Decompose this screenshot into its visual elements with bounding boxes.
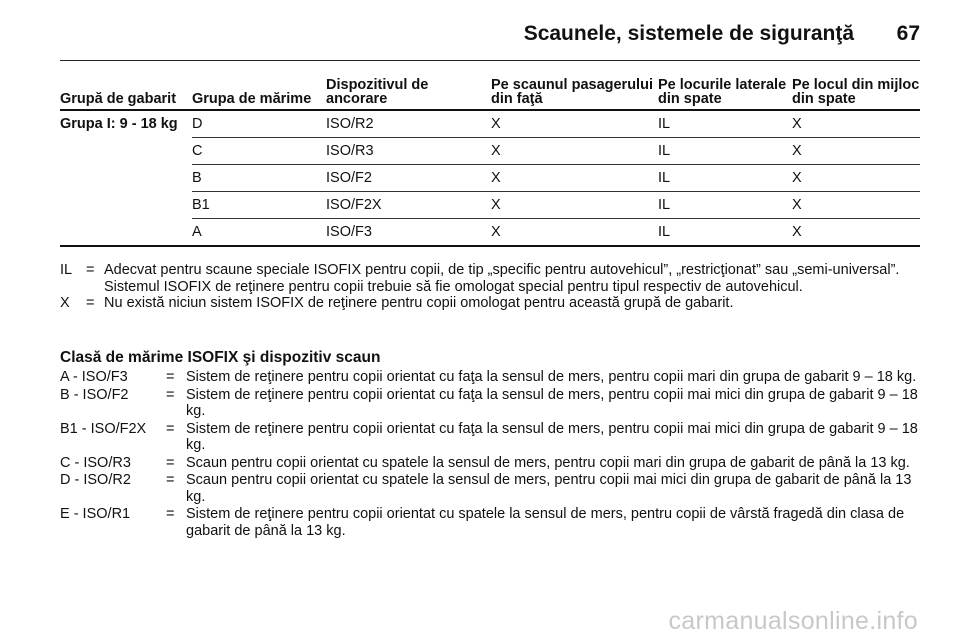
definition-item bbox=[60, 455, 922, 472]
definition-equals: = bbox=[166, 454, 175, 471]
legend-text: Nu există niciun sistem ISOFIX de reţinere pentru copii omologat pentru această grupă de gabarit. bbox=[104, 295, 734, 311]
column-header: Pe locul din mijloc din spate bbox=[792, 78, 920, 110]
definition-text: Sistem de reţinere pentru copii orientat cu faţa la sensul de mers, pentru copii mai mici din grupa de gabarit 9 – 18 kg. bbox=[186, 420, 918, 453]
front-seat-cell: X bbox=[491, 138, 658, 165]
front-seat-cell: X bbox=[491, 110, 658, 138]
rear-side-cell: IL bbox=[658, 165, 792, 192]
rear-middle-cell: X bbox=[792, 192, 920, 219]
device-cell: ISO/F3 bbox=[326, 219, 491, 247]
definition-item bbox=[60, 421, 922, 454]
size-class-definitions bbox=[60, 369, 922, 540]
definition-text: Sistem de reţinere pentru copii orientat cu faţa la sensul de mers, pentru copii mai mici din grupa de gabarit 9 – 18 kg. bbox=[186, 386, 918, 419]
table-legend bbox=[60, 262, 920, 312]
definition-text: Scaun pentru copii orientat cu spatele la sensul de mers, pentru copii mari din grupa de gabarit de până la 13 kg. bbox=[186, 454, 910, 471]
definition-key: B1 - ISO/F2X bbox=[60, 420, 147, 437]
column-header: Pe scaunul pasagerului din faţă bbox=[491, 78, 658, 110]
size-cell: B bbox=[192, 165, 326, 192]
isofix-compatibility-table bbox=[60, 78, 920, 247]
definition-key: A - ISO/F3 bbox=[60, 369, 128, 385]
table-row bbox=[60, 110, 920, 138]
definition-item bbox=[60, 472, 922, 505]
front-seat-cell: X bbox=[491, 165, 658, 192]
page-number: 67 bbox=[896, 22, 920, 45]
definition-key: E - ISO/R1 bbox=[60, 506, 131, 522]
device-cell: ISO/F2 bbox=[326, 165, 491, 192]
table-header-row bbox=[60, 78, 920, 110]
column-header: Grupa de mărime bbox=[192, 78, 326, 110]
page-title: Scaunele, sistemele de siguranţă bbox=[523, 22, 854, 45]
definition-item bbox=[60, 369, 922, 386]
rear-middle-cell: X bbox=[792, 138, 920, 165]
column-header: Grupă de gabarit bbox=[60, 78, 192, 110]
column-header: Pe locurile laterale din spate bbox=[658, 78, 792, 110]
legend-key: IL bbox=[60, 262, 73, 278]
definition-equals: = bbox=[166, 420, 175, 437]
device-cell: ISO/R2 bbox=[326, 110, 491, 138]
legend-equals: = bbox=[86, 262, 95, 278]
front-seat-cell: X bbox=[491, 219, 658, 247]
definition-key: D - ISO/R2 bbox=[60, 472, 131, 488]
definition-key: C - ISO/R3 bbox=[60, 454, 131, 471]
section-title: Clasă de mărime ISOFIX şi dispozitiv scaun bbox=[60, 349, 381, 366]
definition-equals: = bbox=[166, 386, 175, 403]
legend-item bbox=[60, 262, 920, 295]
rear-middle-cell: X bbox=[792, 219, 920, 247]
table-row bbox=[60, 192, 920, 219]
legend-item bbox=[60, 295, 920, 312]
size-cell: D bbox=[192, 110, 326, 138]
definition-equals: = bbox=[166, 369, 175, 385]
definition-equals: = bbox=[166, 472, 175, 488]
rear-side-cell: IL bbox=[658, 192, 792, 219]
front-seat-cell: X bbox=[491, 192, 658, 219]
watermark: carmanualsonline.info bbox=[668, 607, 918, 635]
rear-side-cell: IL bbox=[658, 219, 792, 247]
table-row bbox=[60, 138, 920, 165]
rear-middle-cell: X bbox=[792, 110, 920, 138]
rear-middle-cell: X bbox=[792, 165, 920, 192]
column-header: Dispozitivul de ancorare bbox=[326, 78, 491, 110]
size-cell: A bbox=[192, 219, 326, 247]
rear-side-cell: IL bbox=[658, 138, 792, 165]
rear-side-cell: IL bbox=[658, 110, 792, 138]
legend-text: Adecvat pentru scaune speciale ISOFIX pentru copii, de tip „specific pentru autovehicul”, „restricţionat” sau „semi-universal”. Sistemul ISOFIX de reţinere pentru copii trebuie să fie omologat special pentru tipul respectiv de autovehicul. bbox=[104, 262, 900, 295]
size-cell: B1 bbox=[192, 192, 326, 219]
table-row bbox=[60, 165, 920, 192]
device-cell: ISO/R3 bbox=[326, 138, 491, 165]
page-header bbox=[60, 14, 920, 61]
size-cell: C bbox=[192, 138, 326, 165]
table-row bbox=[60, 219, 920, 247]
definition-text: Sistem de reţinere pentru copii orientat cu spatele la sensul de mers, pentru copii de vârstă fragedă din clasa de gabarit de până la 13 kg. bbox=[186, 506, 905, 539]
definition-item bbox=[60, 387, 922, 420]
legend-key: X bbox=[60, 295, 70, 311]
definition-equals: = bbox=[166, 506, 175, 522]
definition-key: B - ISO/F2 bbox=[60, 386, 129, 403]
definition-text: Sistem de reţinere pentru copii orientat cu faţa la sensul de mers, pentru copii mari din grupa de gabarit 9 – 18 kg. bbox=[186, 369, 917, 385]
device-cell: ISO/F2X bbox=[326, 192, 491, 219]
legend-equals: = bbox=[86, 295, 95, 311]
definition-text: Scaun pentru copii orientat cu spatele la sensul de mers, pentru copii mai mici din grupa de gabarit de până la 13 kg. bbox=[186, 472, 912, 505]
group-label: Grupa I: 9 - 18 kg bbox=[60, 116, 178, 133]
definition-item bbox=[60, 506, 922, 539]
